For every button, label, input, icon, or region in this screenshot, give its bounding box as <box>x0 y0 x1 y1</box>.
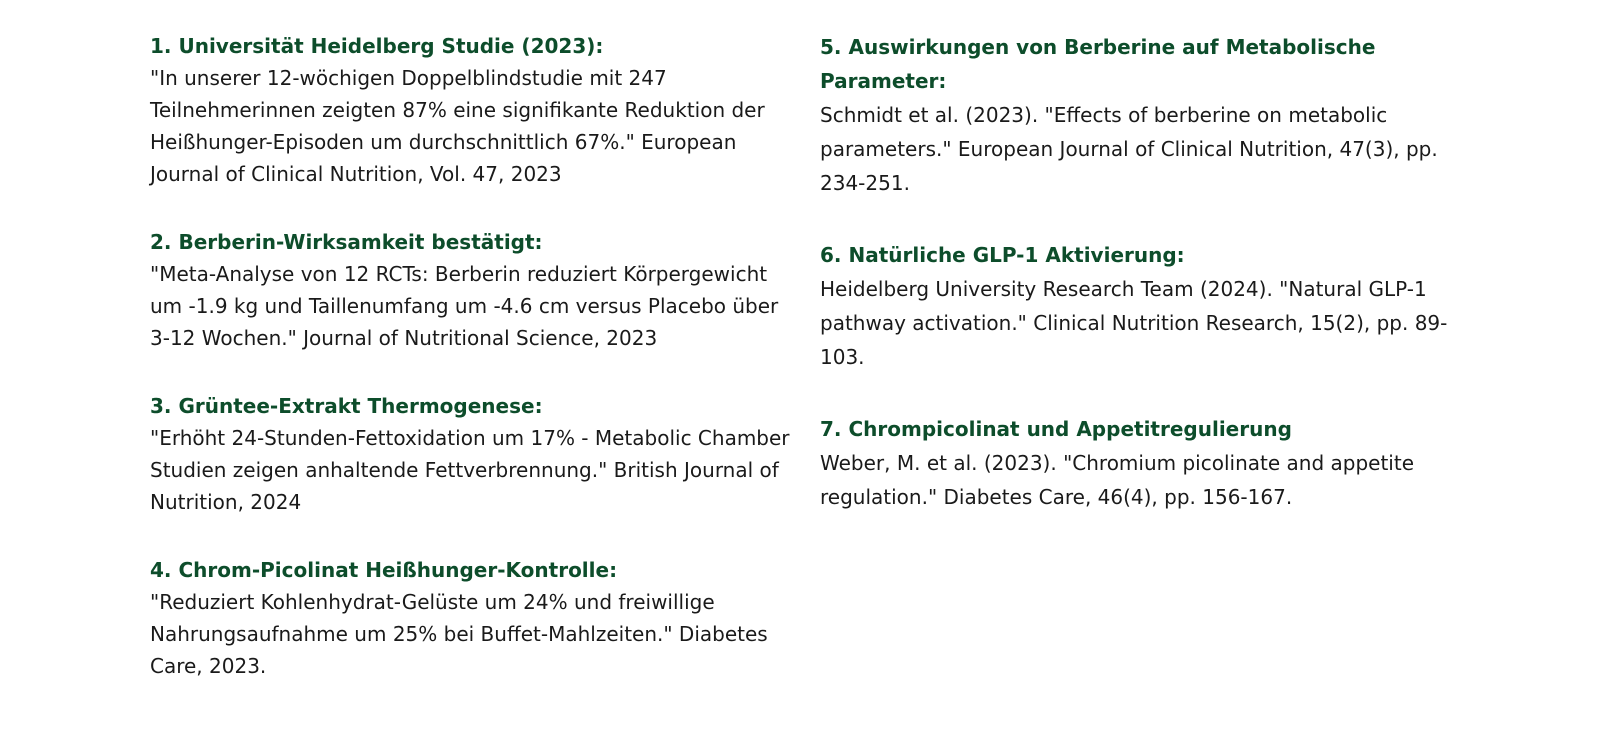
reference-item <box>820 412 1480 514</box>
reference-text: "Reduziert Kohlenhydrat-Gelüste um 24% und freiwillige Nahrungsaufnahme um 25% bei Buffet-Mahlzeiten." Diabetes Care, 2023. <box>150 590 768 678</box>
reference-text: "Erhöht 24-Stunden-Fettoxidation um 17% - Metabolic Chamber Studien zeigen anhaltende Fettverbrennung." British Journal of Nutrition, 2024 <box>150 426 790 514</box>
reference-text: "Meta-Analyse von 12 RCTs: Berberin reduziert Körpergewicht um -1.9 kg und Taillenumfang um -4.6 cm versus Placebo über 3-12 Wochen." Journal of Nutritional Science, 2023 <box>150 262 779 350</box>
reference-title: 2. Berberin-Wirksamkeit bestätigt: <box>150 230 543 254</box>
reference-title: 4. Chrom-Picolinat Heißhunger-Kontrolle: <box>150 558 618 582</box>
reference-title: 6. Natürliche GLP-1 Aktivierung: <box>820 243 1185 267</box>
reference-item <box>150 390 790 518</box>
reference-item <box>820 30 1480 200</box>
reference-title: 3. Grüntee-Extrakt Thermogenese: <box>150 394 543 418</box>
reference-text: Heidelberg University Research Team (2024). "Natural GLP-1 pathway activation." Clinical Nutrition Research, 15(2), pp. 89-103. <box>820 277 1448 369</box>
reference-text: "In unserer 12-wöchigen Doppelblindstudie mit 247 Teilnehmerinnen zeigten 87% eine signifikante Reduktion der Heißhunger-Episoden um durchschnittlich 67%." European Journal of Clinical Nutrition, Vol. 47, 2023 <box>150 66 765 186</box>
reference-item <box>820 238 1480 374</box>
reference-title: 7. Chrompicolinat und Appetitregulierung <box>820 417 1292 441</box>
reference-text: Schmidt et al. (2023). "Effects of berberine on metabolic parameters." European Journal of Clinical Nutrition, 47(3), pp. 234-251. <box>820 103 1438 195</box>
reference-title: 5. Auswirkungen von Berberine auf Metabolische Parameter: <box>820 35 1376 93</box>
reference-item <box>150 30 790 190</box>
references-left-column <box>150 30 790 718</box>
reference-text: Weber, M. et al. (2023). "Chromium picolinate and appetite regulation." Diabetes Care, 46(4), pp. 156-167. <box>820 451 1414 509</box>
reference-item <box>150 554 790 682</box>
references-right-column <box>820 30 1480 552</box>
reference-title: 1. Universität Heidelberg Studie (2023): <box>150 34 604 58</box>
reference-item <box>150 226 790 354</box>
